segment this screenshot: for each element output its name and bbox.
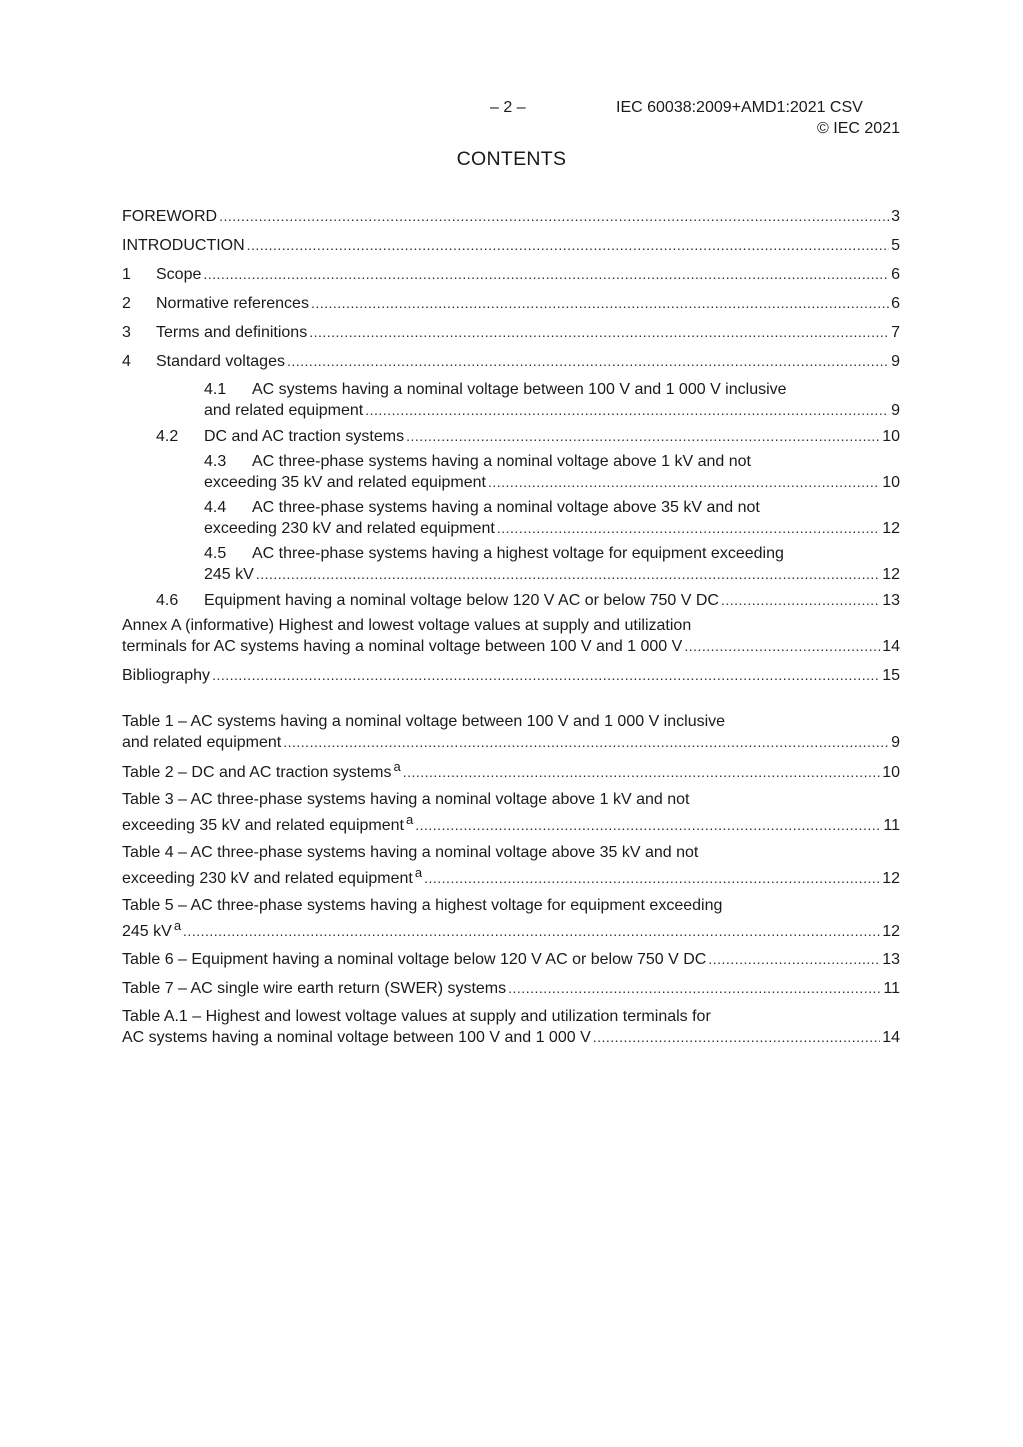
table-list-title: Table A.1 – Highest and lowest voltage values at supply and utilization terminals for xyxy=(122,1008,711,1025)
toc-entry-page: 12 xyxy=(882,520,900,537)
toc-entry[interactable] xyxy=(122,351,900,372)
dot-leader xyxy=(309,322,889,342)
dot-leader xyxy=(365,400,889,420)
table-list-line xyxy=(122,896,900,916)
toc-entry-number: 4.1 xyxy=(204,381,227,398)
table-list-title: Table 3 – AC three-phase systems having a nominal voltage above 1 kV and not xyxy=(122,791,690,808)
table-list-line xyxy=(122,918,900,942)
toc-entry[interactable] xyxy=(156,426,900,447)
toc-entry-line xyxy=(122,293,900,314)
toc-entry-title: Equipment having a nominal voltage below 120 V AC or below 750 V DC xyxy=(204,592,719,609)
toc-entry-page: 15 xyxy=(882,667,900,684)
toc-entry-title: AC three-phase systems having a nominal voltage above 35 kV and not xyxy=(252,499,760,516)
toc-entry-page: 7 xyxy=(891,324,900,341)
toc-entry-title: and related equipment xyxy=(204,402,364,419)
toc-entry-line xyxy=(156,426,900,447)
dot-leader xyxy=(203,264,889,284)
toc-entry-line xyxy=(122,264,900,285)
table-footnote-marker: a xyxy=(414,865,423,880)
table-list-page: 10 xyxy=(882,764,900,781)
toc-entry-title: Bibliography xyxy=(122,667,211,684)
toc-entry-number: 1 xyxy=(122,266,131,283)
table-footnote-marker: a xyxy=(393,759,401,774)
table-list-line xyxy=(122,759,900,783)
toc-entry-title: AC systems having a nominal voltage between 100 V and 1 000 V inclusive xyxy=(252,381,787,398)
toc-entry-line xyxy=(122,322,900,343)
toc-entry-title: AC three-phase systems having a highest voltage for equipment exceeding xyxy=(252,545,784,562)
table-list-line xyxy=(122,812,900,836)
table-list-page: 12 xyxy=(882,870,900,887)
page-number: – 2 – xyxy=(490,99,526,116)
dot-leader xyxy=(256,564,880,584)
table-list-title: Table 2 – DC and AC traction systems xyxy=(122,764,392,781)
table-list-title: exceeding 35 kV and related equipment xyxy=(122,817,404,834)
dot-leader xyxy=(684,636,880,656)
table-list-line xyxy=(122,978,900,999)
toc-entry-line xyxy=(122,616,900,636)
dot-leader xyxy=(488,472,880,492)
toc-entry-line xyxy=(156,452,900,472)
toc-entry-line xyxy=(156,380,900,400)
table-list-line xyxy=(122,712,900,732)
toc-entry-number: 3 xyxy=(122,324,131,341)
table-list-entry[interactable] xyxy=(122,712,900,753)
toc-entry-title: FOREWORD xyxy=(122,208,218,225)
table-list-line xyxy=(122,790,900,810)
table-list-entry[interactable] xyxy=(122,978,900,999)
toc-entry-number: 4.2 xyxy=(156,428,179,445)
toc-entry-page: 12 xyxy=(882,566,900,583)
dot-leader xyxy=(212,665,880,685)
dot-leader xyxy=(424,868,880,888)
toc-entry-title: INTRODUCTION xyxy=(122,237,245,254)
toc-entry-number: 4.5 xyxy=(204,545,227,562)
toc-entry-page: 3 xyxy=(891,208,900,225)
toc-entry-title: exceeding 35 kV and related equipment xyxy=(204,474,486,491)
standard-id: IEC 60038:2009+AMD1:2021 CSV xyxy=(616,99,863,116)
dot-leader xyxy=(403,762,881,782)
toc-entry-number: 4.3 xyxy=(204,453,227,470)
table-list-title: Table 6 – Equipment having a nominal voltage below 120 V AC or below 750 V DC xyxy=(122,951,707,968)
table-list-entry[interactable] xyxy=(122,759,900,783)
dot-leader xyxy=(311,293,889,313)
table-list-title: Table 5 – AC three-phase systems having a highest voltage for equipment exceeding xyxy=(122,897,723,914)
toc-entry-page: 10 xyxy=(882,428,900,445)
toc-entry-title: Normative references xyxy=(156,295,309,312)
toc-entry-page: 14 xyxy=(882,638,900,655)
table-list-line xyxy=(122,865,900,889)
toc-entry-title: 245 kV xyxy=(204,566,254,583)
toc-entry-line xyxy=(156,400,900,421)
toc-entry-line xyxy=(156,518,900,539)
toc-entry-title: AC three-phase systems having a nominal voltage above 1 kV and not xyxy=(252,453,751,470)
toc-entry-line xyxy=(122,235,900,256)
table-list-line xyxy=(122,1027,900,1048)
table-list-title: and related equipment xyxy=(122,734,282,751)
toc-entry-line xyxy=(122,206,900,227)
table-list-line xyxy=(122,732,900,753)
toc-entry-title: exceeding 230 kV and related equipment xyxy=(204,520,495,537)
dot-leader xyxy=(283,732,889,752)
toc-entry-line xyxy=(156,498,900,518)
table-list-title: Table 1 – AC systems having a nominal voltage between 100 V and 1 000 V inclusive xyxy=(122,713,726,730)
toc-entry-number: 4.4 xyxy=(204,499,227,516)
dot-leader xyxy=(497,518,880,538)
toc-entry-page: 6 xyxy=(891,266,900,283)
table-list-page: 14 xyxy=(882,1029,900,1046)
toc-entry-number: 4.6 xyxy=(156,592,179,609)
toc-entry[interactable] xyxy=(122,322,900,343)
table-list-entry[interactable] xyxy=(122,843,900,889)
dot-leader xyxy=(721,590,880,610)
toc-entry[interactable] xyxy=(156,544,900,585)
toc-entry-title: DC and AC traction systems xyxy=(204,428,405,445)
toc-entry-line xyxy=(156,472,900,493)
table-list-entry[interactable] xyxy=(122,896,900,942)
dot-leader xyxy=(406,426,880,446)
table-list-entry[interactable] xyxy=(122,1007,900,1048)
contents-title: CONTENTS xyxy=(456,148,567,170)
copyright-notice: © IEC 2021 xyxy=(817,120,900,137)
toc-entry-page: 6 xyxy=(891,295,900,312)
toc-entry-line xyxy=(156,590,900,611)
table-list-title: exceeding 230 kV and related equipment xyxy=(122,870,413,887)
toc-entry[interactable] xyxy=(156,590,900,611)
toc-entry-page: 9 xyxy=(891,353,900,370)
toc-entry-title: Terms and definitions xyxy=(156,324,308,341)
dot-leader xyxy=(183,921,880,941)
toc-entry[interactable] xyxy=(122,665,900,686)
table-list-page: 11 xyxy=(883,980,900,997)
toc-entry-page: 10 xyxy=(882,474,900,491)
toc-entry-title: Scope xyxy=(156,266,202,283)
table-footnote-marker: a xyxy=(173,918,182,933)
table-list-entry[interactable] xyxy=(122,790,900,836)
toc-entry-page: 5 xyxy=(891,237,900,254)
table-list-line xyxy=(122,1007,900,1027)
table-list-line xyxy=(122,843,900,863)
dot-leader xyxy=(247,235,889,255)
toc-entry-title: terminals for AC systems having a nominal voltage between 100 V and 1 000 V xyxy=(122,638,683,655)
table-list-title: Table 4 – AC three-phase systems having a nominal voltage above 35 kV and not xyxy=(122,844,699,861)
toc-entry-page: 13 xyxy=(882,592,900,609)
toc-entry-page: 9 xyxy=(891,402,900,419)
list-of-tables xyxy=(122,712,900,1048)
table-list-line xyxy=(122,949,900,970)
toc-entry[interactable] xyxy=(156,498,900,539)
table-list-title: 245 kV xyxy=(122,923,172,940)
table-list-page: 13 xyxy=(882,951,900,968)
table-footnote-marker: a xyxy=(405,812,414,827)
toc-entry-line xyxy=(122,636,900,657)
toc-entry-line xyxy=(122,665,900,686)
toc-entry-title: Annex A (informative) Highest and lowest voltage values at supply and utilization xyxy=(122,617,692,634)
table-list-page: 11 xyxy=(883,817,900,834)
table-list-title: Table 7 – AC single wire earth return (SWER) systems xyxy=(122,980,507,997)
toc-entry-number: 4 xyxy=(122,353,131,370)
toc-entry-title: Standard voltages xyxy=(156,353,285,370)
toc-entry[interactable] xyxy=(122,264,900,285)
toc-entry[interactable] xyxy=(156,452,900,493)
toc-entry-number: 2 xyxy=(122,295,131,312)
dot-leader xyxy=(219,206,889,226)
toc-entry[interactable] xyxy=(122,206,900,227)
toc-entry[interactable] xyxy=(122,616,900,657)
toc-entry[interactable] xyxy=(156,380,900,421)
toc-entry-line xyxy=(156,564,900,585)
dot-leader xyxy=(508,978,881,998)
toc-entry-line xyxy=(122,351,900,372)
table-of-contents xyxy=(122,206,900,686)
table-list-page: 9 xyxy=(891,734,900,751)
dot-leader xyxy=(287,351,889,371)
table-list-entry[interactable] xyxy=(122,949,900,970)
dot-leader xyxy=(415,815,881,835)
toc-entry[interactable] xyxy=(122,235,900,256)
dot-leader xyxy=(593,1027,880,1047)
toc-entry-line xyxy=(156,544,900,564)
toc-entry[interactable] xyxy=(122,293,900,314)
table-list-title: AC systems having a nominal voltage between 100 V and 1 000 V xyxy=(122,1029,591,1046)
dot-leader xyxy=(708,949,880,969)
table-list-page: 12 xyxy=(882,923,900,940)
